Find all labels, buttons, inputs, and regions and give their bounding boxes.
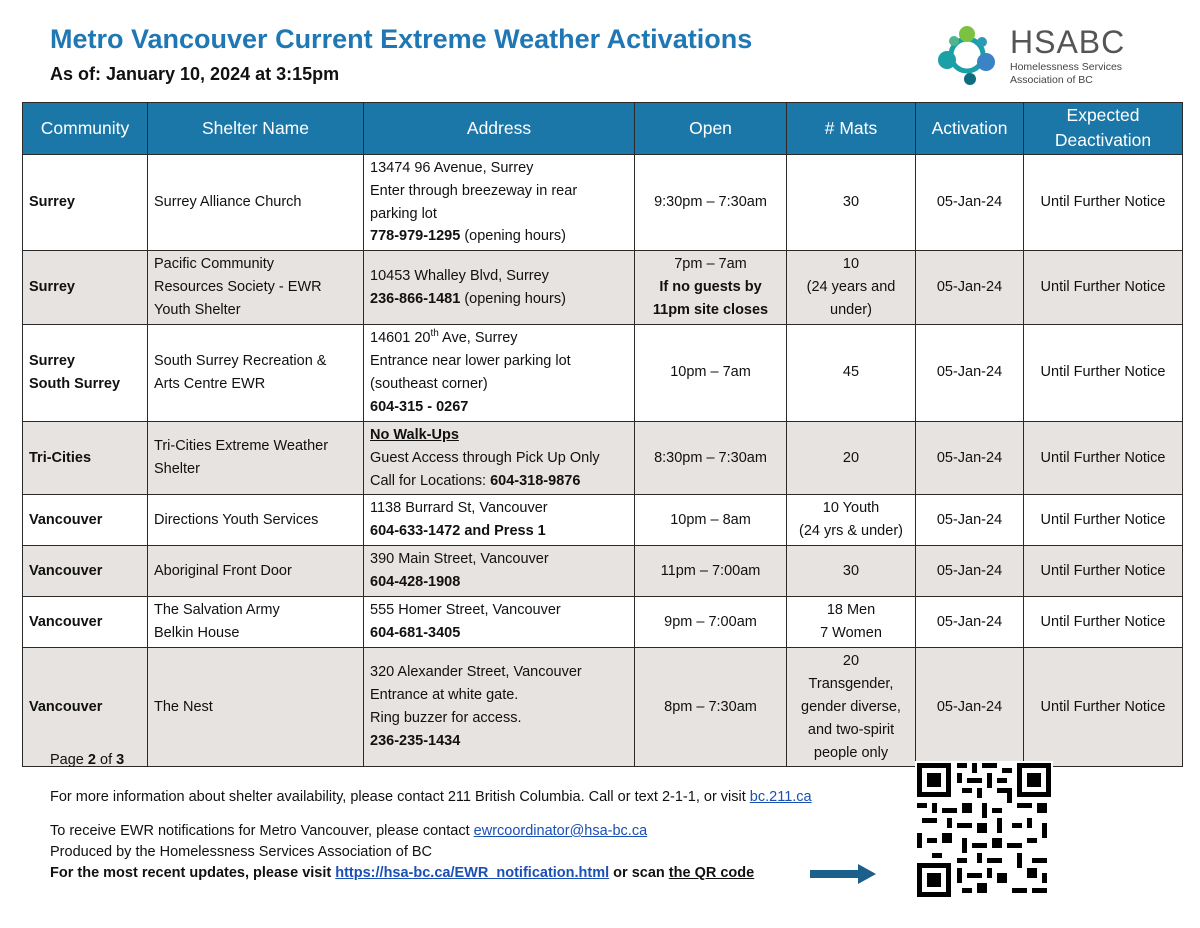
ewr-coordinator-email-link[interactable]: ewrcoordinator@hsa-bc.ca xyxy=(473,823,648,839)
community-cell: Vancouver xyxy=(23,597,148,648)
open-hours-cell: 10pm – 7am xyxy=(635,325,787,422)
activation-cell: 05-Jan-24 xyxy=(916,647,1024,767)
arrow-right-icon xyxy=(808,862,878,886)
mats-cell: 20 Transgender, gender diverse, and two-spirit people only xyxy=(787,647,916,767)
as-of-date: As of: January 10, 2024 at 3:15pm xyxy=(50,64,340,84)
shelter-name-cell: South Surrey Recreation & Arts Centre EWR xyxy=(148,325,364,422)
column-header-address: Address xyxy=(364,103,635,155)
open-hours-cell: 7pm – 7am If no guests by 11pm site closes xyxy=(635,251,787,325)
shelter-name-cell: Surrey Alliance Church xyxy=(148,154,364,251)
column-header-activation: Activation xyxy=(916,103,1024,155)
deactivation-cell: Until Further Notice xyxy=(1024,154,1183,251)
address-cell: 390 Main Street, Vancouver 604-428-1908 xyxy=(364,546,635,597)
community-cell: Tri-Cities xyxy=(23,421,148,495)
address-cell: 555 Homer Street, Vancouver 604-681-3405 xyxy=(364,597,635,648)
open-hours-cell: 10pm – 8am xyxy=(635,495,787,546)
open-hours-cell: 8:30pm – 7:30am xyxy=(635,421,787,495)
table-row xyxy=(23,597,1183,648)
phone-number: 604-318-9876 xyxy=(490,472,581,489)
table-row xyxy=(23,546,1183,597)
address-cell: 14601 20th Ave, Surrey Entrance near lower parking lot (southeast corner) 604-315 - 0267 xyxy=(364,325,635,422)
table-row xyxy=(23,325,1183,422)
table-row xyxy=(23,154,1183,251)
address-cell: No Walk-Ups Guest Access through Pick Up Only Call for Locations: 604-318-9876 xyxy=(364,421,635,495)
shelter-table xyxy=(22,102,1183,767)
phone-number: 604-315 - 0267 xyxy=(370,398,469,415)
community-cell: Vancouver xyxy=(23,495,148,546)
address-cell: 13474 96 Avenue, Surrey Enter through breezeway in rear parking lot 778-979-1295 (opening hours) xyxy=(364,154,635,251)
info-line: For more information about shelter availability, please contact 211 British Columbia. Call or text 2-1-1, or visit bc.211.ca xyxy=(50,789,812,805)
deactivation-cell: Until Further Notice xyxy=(1024,495,1183,546)
qr-code-icon[interactable] xyxy=(915,761,1053,899)
mats-cell: 30 xyxy=(787,154,916,251)
bc211-link[interactable]: bc.211.ca xyxy=(749,789,812,805)
activation-cell: 05-Jan-24 xyxy=(916,251,1024,325)
phone-number: 778-979-1295 xyxy=(370,228,461,245)
shelter-name-cell: The Nest xyxy=(148,647,364,767)
shelter-name-cell: Aboriginal Front Door xyxy=(148,546,364,597)
column-header-mats: # Mats xyxy=(787,103,916,155)
mats-cell: 18 Men 7 Women xyxy=(787,597,916,648)
open-hours-cell: 9:30pm – 7:30am xyxy=(635,154,787,251)
phone-number: 236-866-1481 xyxy=(370,290,461,307)
page-number: Page 2 of 3 xyxy=(50,752,125,768)
shelter-name-cell: Directions Youth Services xyxy=(148,495,364,546)
deactivation-cell: Until Further Notice xyxy=(1024,421,1183,495)
mats-cell: 10 (24 years and under) xyxy=(787,251,916,325)
address-cell: 1138 Burrard St, Vancouver 604-633-1472 and Press 1 xyxy=(364,495,635,546)
shelter-name-cell: The Salvation Army Belkin House xyxy=(148,597,364,648)
column-header-deactivation: Expected Deactivation xyxy=(1024,103,1183,155)
open-hours-cell: 9pm – 7:00am xyxy=(635,597,787,648)
open-hours-cell: 11pm – 7:00am xyxy=(635,546,787,597)
community-cell: Surrey xyxy=(23,251,148,325)
produced-by-line: Produced by the Homelessness Services Association of BC xyxy=(50,844,433,860)
mats-cell: 45 xyxy=(787,325,916,422)
shelter-name-cell: Tri-Cities Extreme Weather Shelter xyxy=(148,421,364,495)
no-walk-ups-heading: No Walk-Ups xyxy=(370,426,459,443)
phone-number: 604-681-3405 xyxy=(370,624,461,641)
phone-number: 236-235-1434 xyxy=(370,733,461,750)
open-hours-cell: 8pm – 7:30am xyxy=(635,647,787,767)
activation-cell: 05-Jan-24 xyxy=(916,546,1024,597)
table-row xyxy=(23,421,1183,495)
deactivation-cell: Until Further Notice xyxy=(1024,325,1183,422)
community-cell: Vancouver xyxy=(23,647,148,767)
phone-number: 604-633-1472 and Press 1 xyxy=(370,523,546,540)
table-row xyxy=(23,495,1183,546)
deactivation-cell: Until Further Notice xyxy=(1024,597,1183,648)
phone-number: 604-428-1908 xyxy=(370,574,461,591)
activation-cell: 05-Jan-24 xyxy=(916,597,1024,648)
address-cell: 10453 Whalley Blvd, Surrey 236-866-1481 (opening hours) xyxy=(364,251,635,325)
logo-subtitle-line2: Association of BC xyxy=(1010,74,1093,86)
updates-line: For the most recent updates, please visit https://hsa-bc.ca/EWR_notification.html or scan the QR code xyxy=(50,865,755,881)
table-row xyxy=(23,251,1183,325)
activation-cell: 05-Jan-24 xyxy=(916,421,1024,495)
mats-cell: 20 xyxy=(787,421,916,495)
mats-cell: 30 xyxy=(787,546,916,597)
logo-name: HSABC xyxy=(1010,24,1126,60)
ewr-notification-link[interactable]: https://hsa-bc.ca/EWR_notification.html xyxy=(335,865,610,881)
deactivation-cell: Until Further Notice xyxy=(1024,647,1183,767)
address-cell: 320 Alexander Street, Vancouver Entrance at white gate. Ring buzzer for access. 236-235-1434 xyxy=(364,647,635,767)
table-row xyxy=(23,647,1183,767)
column-header-shelter-name: Shelter Name xyxy=(148,103,364,155)
deactivation-cell: Until Further Notice xyxy=(1024,251,1183,325)
community-cell: Surrey South Surrey xyxy=(23,325,148,422)
table-header-row xyxy=(23,103,1183,155)
deactivation-cell: Until Further Notice xyxy=(1024,546,1183,597)
mats-cell: 10 Youth (24 yrs & under) xyxy=(787,495,916,546)
notify-line: To receive EWR notifications for Metro Vancouver, please contact ewrcoordinator@hsa-bc.ca xyxy=(50,823,648,839)
activation-cell: 05-Jan-24 xyxy=(916,495,1024,546)
hsabc-logo xyxy=(934,24,1174,88)
logo-subtitle-line1: Homelessness Services xyxy=(1010,61,1123,73)
community-cell: Surrey xyxy=(23,154,148,251)
shelter-name-cell: Pacific Community Resources Society - EWR Youth Shelter xyxy=(148,251,364,325)
column-header-open: Open xyxy=(635,103,787,155)
community-cell: Vancouver xyxy=(23,546,148,597)
column-header-community: Community xyxy=(23,103,148,155)
activation-cell: 05-Jan-24 xyxy=(916,154,1024,251)
page-title: Metro Vancouver Current Extreme Weather Activations xyxy=(50,24,753,54)
activation-cell: 05-Jan-24 xyxy=(916,325,1024,422)
hsabc-logo-mark-icon xyxy=(934,24,1000,86)
